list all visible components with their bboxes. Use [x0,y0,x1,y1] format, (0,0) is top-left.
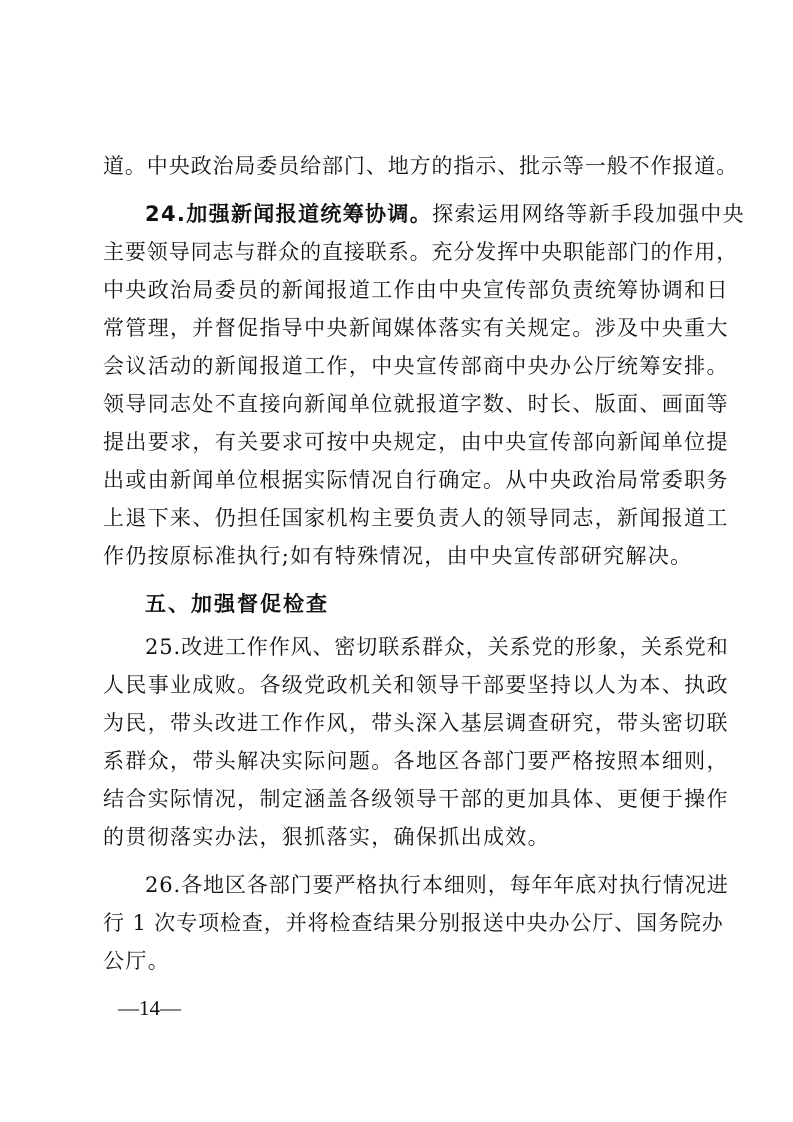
paragraph-line: 领导同志处不直接向新闻单位就报道字数、时长、版面、画面等 [103,392,729,416]
paragraph-line: 公厅。 [103,949,171,973]
paragraph-line: 会议活动的新闻报道工作，中央宣传部商中央办公厅统筹安排。 [103,354,729,378]
paragraph-line: 人民事业成败。各级党政机关和领导干部要坚持以人为本、执政 [103,673,729,697]
paragraph-line: 常管理，并督促指导中央新闻媒体落实有关规定。涉及中央重大 [103,316,729,340]
page-number: —14— [118,996,181,1020]
paragraph-line: 作仍按原标准执行;如有特殊情况，由中央宣传部研究解决。 [103,544,693,568]
paragraph-line: 中央政治局委员的新闻报道工作由中央宣传部负责统筹协调和日 [103,278,729,302]
paragraph-line: 结合实际情况，制定涵盖各级领导干部的更加具体、更便于操作 [103,787,729,811]
paragraph-line: 主要领导同志与群众的直接联系。充分发挥中央职能部门的作用， [103,240,739,264]
section-heading: 五、加强督促检查 [145,592,329,616]
paragraph-line: 行 1 次专项检查，并将检查结果分别报送中央办公厅、国务院办 [103,911,724,935]
paragraph-line: 系群众，带头解决实际问题。各地区各部门要严格按照本细则， [103,749,729,773]
paragraph-line: 25.改进工作作风、密切联系群众，关系党的形象，关系党和 [145,635,729,659]
paragraph-line: 出或由新闻单位根据实际情况自行确定。从中央政治局常委职务 [103,468,729,492]
paragraph-24-bold-lead: 24.加强新闻报道统筹协调。 [145,202,433,226]
paragraph-line: 的贯彻落实办法，狠抓落实，确保抓出成效。 [103,825,550,849]
paragraph-24-first-line [145,202,746,226]
paragraph-line: 道。中央政治局委员给部门、地方的指示、批示等一般不作报道。 [103,154,739,178]
paragraph-line: 为民，带头改进工作作风，带头深入基层调查研究，带头密切联 [103,711,729,735]
paragraph-line: 探索运用网络等新手段加强中央 [432,202,746,226]
paragraph-line: 26.各地区各部门要严格执行本细则，每年年底对执行情况进 [145,873,729,897]
paragraph-line: 提出要求，有关要求可按中央规定，由中央宣传部向新闻单位提 [103,430,729,454]
paragraph-line: 上退下来、仍担任国家机构主要负责人的领导同志，新闻报道工 [103,506,729,530]
